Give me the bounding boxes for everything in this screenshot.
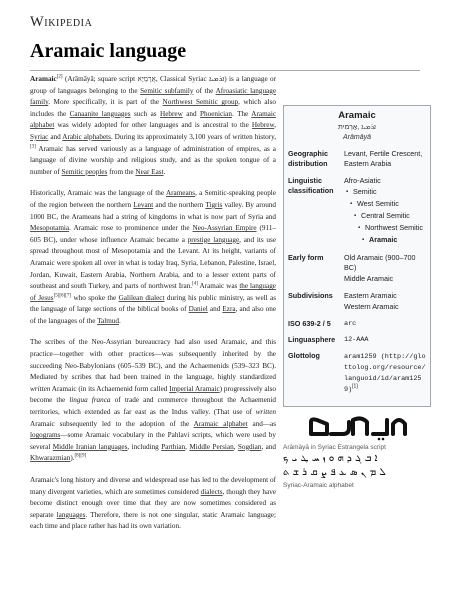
infobox-native-name: ܐܪܡܝܐ ,אֲרָמִית <box>338 124 376 131</box>
link-middle-persian[interactable]: Middle Persian <box>189 442 234 451</box>
link-dialects[interactable]: dialects <box>200 487 223 496</box>
text: and <box>209 305 221 314</box>
tree-item-current: ▪ Aramaic <box>362 235 426 245</box>
link-arabic-alphabets[interactable]: Arabic alphabets <box>62 132 111 141</box>
text: . Therefore, there is not one singular, static Aramaic language; each time and place rather has had its own variation. <box>30 510 276 531</box>
infobox-row-iso <box>288 319 426 329</box>
link-afroasiatic[interactable]: Afroasiatic language family <box>30 86 277 107</box>
ref-8-9[interactable]: [8][9] <box>74 454 87 460</box>
link-phoenician[interactable]: Phoenician <box>200 109 232 118</box>
infobox-value <box>344 253 426 285</box>
link-semitic[interactable]: Semitic subfamily <box>140 86 194 95</box>
link-khwarazmian[interactable]: Khwarazmian <box>30 454 71 463</box>
classification-tree <box>344 187 426 245</box>
tree-item[interactable]: ▪ Central Semitic <box>354 211 426 221</box>
text: (Arāmāyā; square script אֲרָמָיָא, Classical Syriac ܐܪܡܝܐ) is a language or group of languages belonging to the <box>30 75 276 95</box>
ref-1[interactable]: [1] <box>352 383 358 390</box>
text: , and also one of the languages of the <box>30 305 277 325</box>
emphasis: lingua franca <box>69 396 111 405</box>
infobox-label: Geographic distribution <box>288 149 328 168</box>
text: , including <box>127 442 159 451</box>
iso-code: arc <box>344 320 357 328</box>
text: (911–605 BC), under whose influence Aramaic became a <box>30 224 277 244</box>
ref-3[interactable]: [3] <box>30 144 36 150</box>
infobox-value <box>344 149 426 170</box>
linguasphere-code: 12-AAA <box>344 336 369 344</box>
text: and <box>186 109 197 118</box>
text: was widely adopted for other languages and is ancestral to the <box>57 121 249 130</box>
text: Historically, Aramaic was the language of the <box>30 189 165 198</box>
link-mesopotamia[interactable]: Mesopotamia <box>30 224 70 233</box>
infobox-row-glottolog <box>288 351 426 395</box>
estrangela-script-image <box>283 412 431 442</box>
text: ) progressively also become the <box>30 384 276 405</box>
infobox-value <box>344 351 426 395</box>
tree-item[interactable]: ▪ West Semitic <box>350 199 426 209</box>
lead-term: Aramaic <box>30 75 57 83</box>
title-divider <box>30 70 420 71</box>
early-form-2[interactable]: Middle Aramaic <box>344 274 394 283</box>
link-imperial-aramaic[interactable]: Imperial Aramaic <box>169 384 220 393</box>
text: valley. By around 1000 BC, the Arameans had a string of kingdoms in what is now part of Syria and <box>30 200 277 221</box>
infobox-label: Linguistic classification <box>288 176 334 195</box>
paragraph-4 <box>30 475 276 533</box>
link-levant[interactable]: Levant <box>133 200 154 209</box>
text: Aramaic's long history and diverse and widespread use has led to the development of many divergent varieties, which are sometimes considered <box>30 476 276 496</box>
link-near-east[interactable]: Near East <box>135 167 164 176</box>
text: . The <box>231 109 249 118</box>
tree-item[interactable]: ▪ Semitic <box>346 187 426 197</box>
infobox-label: ISO 639-2 / 5 <box>288 319 331 328</box>
emphasis: written <box>255 408 276 417</box>
infobox-transliteration: Arāmāyā <box>342 134 371 141</box>
tree-item[interactable]: ▪ Northwest Semitic <box>358 223 426 233</box>
alphabet-line-2: ܠ ܡ ܢ ܣ ܥ ܦ ܨ ܩ ܪ ܫ ܬ <box>283 467 386 478</box>
infobox-title: Aramaic <box>338 110 376 121</box>
infobox-row-classification <box>288 176 426 247</box>
infobox-label: Early form <box>288 253 324 262</box>
text: The scribes of the Neo-Assyrian bureaucracy had also used Aramaic, and this practice—together with other practices—was subsequently inherited by the succeeding Neo-Babylonians (605–539 BC), and the Achaemenids (539–323 BC). Mediated by scribes that had been trained in the language, highly standardized <box>30 338 276 382</box>
subdivision-2[interactable]: Western Aramaic <box>344 302 399 311</box>
link-language-of-jesus[interactable]: the language of Jesus <box>30 282 276 302</box>
link-prestige-language[interactable]: prestige language <box>187 235 240 244</box>
text: Aramaic was <box>199 282 238 291</box>
text: , and its use spread throughout most of Mesopotamia and the Levant. At its height, variants of Aramaic were spoken all over in what is today Iraq, Syria, Lebanon, Palestine, Israel, Jordan, Kuwait, Eastern Arabia, Northern Arabia, and to a lesser extent parts of southeast and south Turkey, and parts of northwest Iran. <box>30 235 277 291</box>
infobox-value <box>344 176 426 247</box>
geo-value: Levant, Fertile Crescent, Eastern Arabia <box>344 149 423 168</box>
link-ezra[interactable]: Ezra <box>222 305 236 314</box>
text: . Aramaic rose to prominence under the <box>69 224 190 233</box>
link-daniel[interactable]: Daniel <box>188 305 208 314</box>
text: such as <box>133 109 157 118</box>
link-hebrew[interactable]: Hebrew <box>160 109 183 118</box>
link-talmud[interactable]: Talmud <box>97 316 119 325</box>
infobox-row-geographic <box>288 149 426 170</box>
infobox-value <box>344 291 426 313</box>
link-semitic-peoples[interactable]: Semitic peoples <box>61 167 108 176</box>
link-syriac[interactable]: Syriac <box>30 132 49 141</box>
link-neo-assyrian-empire[interactable]: Neo-Assyrian Empire <box>192 224 257 233</box>
text: and the northern <box>155 200 204 209</box>
text: Aramaic subsequently led to the adoption of the <box>30 419 190 428</box>
classification-root[interactable]: Afro-Asiatic <box>344 176 381 185</box>
text: of the <box>196 86 214 95</box>
link-aramaic-alphabet-2[interactable]: Aramaic alphabet <box>193 419 248 428</box>
text: —some Aramaic vocabulary in the Pahlavi scripts, which were used by several <box>30 431 276 451</box>
link-parthian[interactable]: Parthian <box>161 442 186 451</box>
glottolog-link[interactable]: aram1259 (http://glottolog.org/resource/languoid/id/aram1259) <box>344 353 426 394</box>
paragraph-2 <box>30 188 276 327</box>
ref-4[interactable]: [4] <box>192 281 198 287</box>
infobox-label: Glottolog <box>288 351 320 360</box>
text: and <box>50 132 61 141</box>
link-aramaic-alphabet[interactable]: Aramaic alphabet <box>30 109 277 130</box>
text: , a Semitic-speaking people of the region between the northern <box>30 189 276 209</box>
text: , <box>274 121 276 130</box>
link-tigris[interactable]: Tigris <box>205 200 223 209</box>
link-logograms[interactable]: logograms <box>30 431 61 440</box>
link-arameans[interactable]: Arameans <box>165 189 196 198</box>
link-galilean-dialect[interactable]: Galilean dialect <box>118 293 165 302</box>
infobox <box>283 105 431 407</box>
paragraph-1 <box>30 74 276 178</box>
infobox-row-subdivisions <box>288 291 426 313</box>
text: of trade and commerce throughout the Achaemenid territories, which extended as far east as the Indus valley. (That use of <box>30 396 277 417</box>
alphabet-caption: Syriac-Aramaic alphabet <box>283 482 354 489</box>
text: . During its approximately 3,100 years of written history, <box>110 132 276 141</box>
alphabet-figure <box>283 452 431 489</box>
ref-5-7[interactable]: [5][6][7] <box>53 293 72 299</box>
text: and—as <box>252 419 277 428</box>
page-title: Aramaic language <box>30 40 187 62</box>
early-form-1[interactable]: Old Aramaic (900–700 BC) <box>344 253 416 272</box>
text: Aramaic (in its Achaemenid form called <box>51 384 168 393</box>
link-hebrew-alphabet[interactable]: Hebrew <box>251 121 275 130</box>
infobox-row-linguasphere <box>288 335 426 345</box>
subdivision-1[interactable]: Eastern Aramaic <box>344 291 397 300</box>
text: , and <box>261 442 277 451</box>
ref-2[interactable]: [2] <box>56 74 63 80</box>
paragraph-3 <box>30 337 276 465</box>
text: . More specifically, it is part of the <box>48 98 160 107</box>
text: who spoke the <box>73 293 117 302</box>
text: from the <box>109 167 134 176</box>
article-body <box>30 74 276 543</box>
text: . <box>119 316 121 325</box>
text: Aramaic has served variously as a language of administration of empires, as a language of divine worship and religious study, and as the spoken tongue of a number of <box>30 144 276 176</box>
text: . <box>163 167 166 176</box>
wikipedia-wordmark[interactable]: Wikipedia <box>30 14 93 30</box>
link-languages[interactable]: languages <box>56 510 86 519</box>
link-middle-iranian[interactable]: Middle Iranian languages <box>52 442 128 451</box>
text: , which also includes the <box>30 98 276 118</box>
estrangela-figure <box>283 412 431 451</box>
infobox-row-early-form <box>288 253 426 285</box>
text: , though they have become distinct enough over time that they are now sometimes considered as separate <box>30 487 276 519</box>
infobox-label: Subdivisions <box>288 291 333 300</box>
emphasis: written <box>30 384 51 393</box>
infobox-label: Linguasphere <box>288 335 336 344</box>
link-northwest-semitic[interactable]: Northwest Semitic group <box>162 98 239 107</box>
estrangela-caption: Arāmāyā in Syriac Estrangela script <box>283 444 386 451</box>
alphabet-line-1: ܐ ܒ ܓ ܕ ܗ ܘ ܙ ܚ ܛ ܝ ܟ <box>283 453 378 464</box>
text: , <box>185 442 187 451</box>
text: ). <box>70 454 75 463</box>
text: , <box>233 442 236 451</box>
link-canaanite[interactable]: Canaanite languages <box>69 109 131 118</box>
text: during his public ministry, as well as the language of large sections of the biblical books of <box>30 293 277 314</box>
link-sogdian[interactable]: Sogdian <box>237 442 262 451</box>
